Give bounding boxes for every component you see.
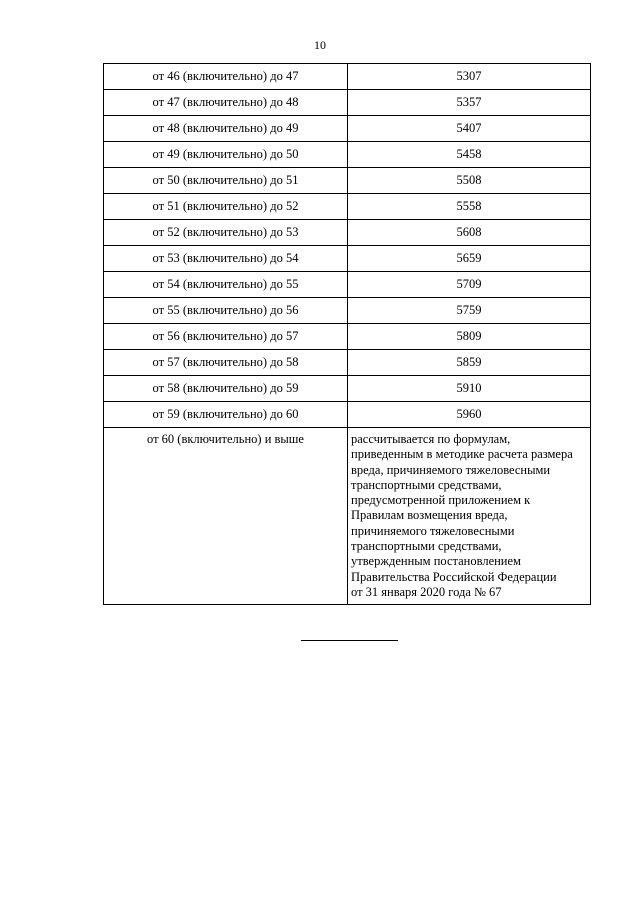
formula-note-line: Правилам возмещения вреда, [351,508,508,523]
formula-note-line: предусмотренной приложением к [351,493,531,508]
range-cell: от 46 (включительно) до 47 [104,64,348,90]
table-row [104,376,591,402]
table-row [104,194,591,220]
formula-note-line: транспортными средствами, [351,539,502,554]
value-cell: 5307 [348,64,591,90]
value-cell: 5859 [348,350,591,376]
formula-note-line: причиняемого тяжеловесными [351,523,515,538]
formula-note-line: утвержденным постановлением [351,554,521,569]
value-cell: 5709 [348,272,591,298]
table-row [104,90,591,116]
formula-note-line: транспортными средствами, [351,477,502,492]
value-cell: 5960 [348,402,591,428]
value-cell: 5809 [348,324,591,350]
table-row [104,402,591,428]
value-cell: 5608 [348,220,591,246]
range-cell: от 58 (включительно) до 59 [104,376,348,402]
table-row [104,142,591,168]
range-cell: от 48 (включительно) до 49 [104,116,348,142]
table-row [104,246,591,272]
value-cell: 5759 [348,298,591,324]
formula-note-line: Правительства Российской Федерации [351,569,557,584]
range-cell: от 49 (включительно) до 50 [104,142,348,168]
table-row [104,298,591,324]
range-cell: от 56 (включительно) до 57 [104,324,348,350]
range-cell: от 57 (включительно) до 58 [104,350,348,376]
value-cell: 5659 [348,246,591,272]
footer-divider [301,640,398,641]
value-cell: 5508 [348,168,591,194]
table-row [104,272,591,298]
table-row [104,324,591,350]
range-cell: от 51 (включительно) до 52 [104,194,348,220]
range-cell: от 54 (включительно) до 55 [104,272,348,298]
table-row [104,168,591,194]
range-cell: от 59 (включительно) до 60 [104,402,348,428]
formula-note-line: приведенным в методике расчета размера [351,447,573,462]
table-row [104,220,591,246]
range-cell: от 60 (включительно) и выше [104,428,348,605]
value-cell: 5910 [348,376,591,402]
range-cell: от 55 (включительно) до 56 [104,298,348,324]
formula-note-line: рассчитывается по формулам, [351,432,511,446]
table-row [104,64,591,90]
range-cell: от 52 (включительно) до 53 [104,220,348,246]
range-cell: от 53 (включительно) до 54 [104,246,348,272]
formula-note-line: от 31 января 2020 года № 67 [351,584,502,599]
page-number: 10 [314,38,326,52]
value-cell: 5558 [348,194,591,220]
formula-note-line: вреда, причиняемого тяжеловесными [351,462,551,477]
rates-table [103,63,591,605]
formula-note-cell [348,428,591,605]
table-row [104,350,591,376]
range-cell: от 50 (включительно) до 51 [104,168,348,194]
table-row [104,116,591,142]
value-cell: 5458 [348,142,591,168]
value-cell: 5357 [348,90,591,116]
table-row-last [104,428,591,605]
value-cell: 5407 [348,116,591,142]
range-cell: от 47 (включительно) до 48 [104,90,348,116]
